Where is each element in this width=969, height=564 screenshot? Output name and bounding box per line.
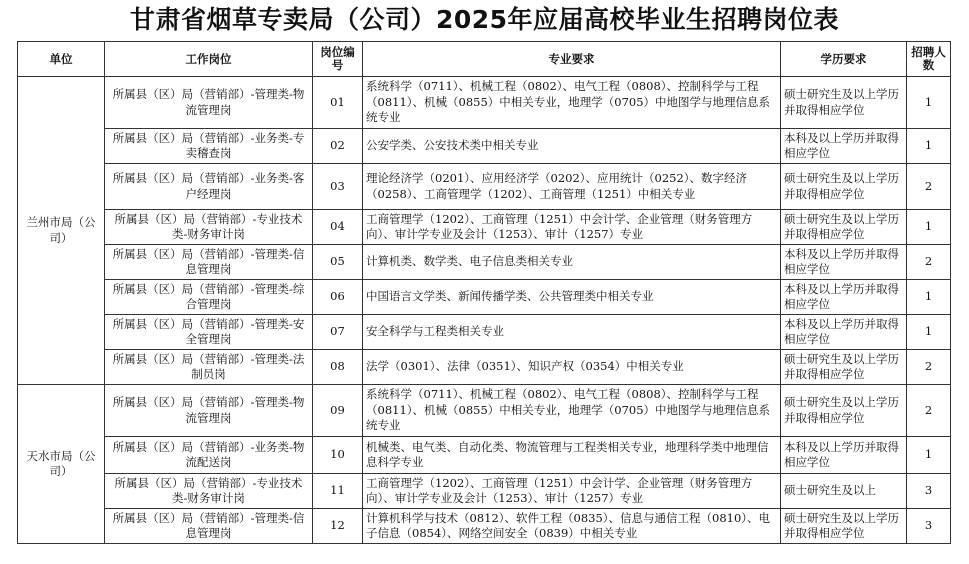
count-cell: 2 bbox=[907, 350, 951, 385]
table-row bbox=[18, 509, 951, 544]
position-cell: 所属县（区）局（营销部）-管理类-信息管理岗 bbox=[105, 245, 313, 280]
position-cell: 所属县（区）局（营销部）-业务类-客户经理岗 bbox=[105, 164, 313, 210]
code-cell: 09 bbox=[313, 385, 363, 437]
education-cell: 硕士研究生及以上学历并取得相应学位 bbox=[781, 385, 907, 437]
education-cell: 本科及以上学历并取得相应学位 bbox=[781, 280, 907, 315]
header-unit: 单位 bbox=[18, 42, 105, 77]
unit-cell-tianshui: 天水市局（公司） bbox=[18, 385, 105, 544]
major-cell: 工商管理学（1202）、工商管理（1251）中会计学、企业管理（财务管理方向）、审计学专业及会计（1253）、审计（1257）专业 bbox=[363, 210, 781, 245]
education-cell: 硕士研究生及以上学历并取得相应学位 bbox=[781, 350, 907, 385]
header-row bbox=[18, 42, 951, 77]
position-cell: 所属县（区）局（营销部）-管理类-物流管理岗 bbox=[105, 77, 313, 129]
table-row bbox=[18, 280, 951, 315]
position-cell: 所属县（区）局（营销部）-管理类-安全管理岗 bbox=[105, 315, 313, 350]
position-cell: 所属县（区）局（营销部）-业务类-物流配送岗 bbox=[105, 437, 313, 474]
count-cell: 1 bbox=[907, 280, 951, 315]
table-row bbox=[18, 77, 951, 129]
table-row bbox=[18, 474, 951, 509]
count-cell: 2 bbox=[907, 164, 951, 210]
code-cell: 03 bbox=[313, 164, 363, 210]
education-cell: 硕士研究生及以上学历并取得相应学位 bbox=[781, 509, 907, 544]
table-row bbox=[18, 210, 951, 245]
code-cell: 02 bbox=[313, 129, 363, 164]
code-cell: 05 bbox=[313, 245, 363, 280]
count-cell: 1 bbox=[907, 129, 951, 164]
header-count: 招聘人数 bbox=[907, 42, 951, 77]
major-cell: 安全科学与工程类相关专业 bbox=[363, 315, 781, 350]
table-row bbox=[18, 437, 951, 474]
code-cell: 07 bbox=[313, 315, 363, 350]
code-cell: 11 bbox=[313, 474, 363, 509]
header-position: 工作岗位 bbox=[105, 42, 313, 77]
header-education: 学历要求 bbox=[781, 42, 907, 77]
position-cell: 所属县（区）局（营销部）-管理类-法制员岗 bbox=[105, 350, 313, 385]
count-cell: 1 bbox=[907, 315, 951, 350]
recruitment-table bbox=[17, 41, 951, 544]
education-cell: 硕士研究生及以上 bbox=[781, 474, 907, 509]
table-row bbox=[18, 350, 951, 385]
header-major: 专业要求 bbox=[363, 42, 781, 77]
position-cell: 所属县（区）局（营销部）-专业技术类-财务审计岗 bbox=[105, 474, 313, 509]
count-cell: 3 bbox=[907, 474, 951, 509]
code-cell: 04 bbox=[313, 210, 363, 245]
table-row bbox=[18, 129, 951, 164]
count-cell: 2 bbox=[907, 245, 951, 280]
count-cell: 3 bbox=[907, 509, 951, 544]
position-cell: 所属县（区）局（营销部）-业务类-专卖稽查岗 bbox=[105, 129, 313, 164]
major-cell: 工商管理学（1202）、工商管理（1251）中会计学、企业管理（财务管理方向）、审计学专业及会计（1253）、审计（1257）专业 bbox=[363, 474, 781, 509]
code-cell: 08 bbox=[313, 350, 363, 385]
position-cell: 所属县（区）局（营销部）-管理类-信息管理岗 bbox=[105, 509, 313, 544]
major-cell: 中国语言文学类、新闻传播学类、公共管理类中相关专业 bbox=[363, 280, 781, 315]
major-cell: 计算机科学与技术（0812）、软件工程（0835）、信息与通信工程（0810）、电子信息（0854）、网络空间安全（0839）中相关专业 bbox=[363, 509, 781, 544]
position-cell: 所属县（区）局（营销部）-管理类-综合管理岗 bbox=[105, 280, 313, 315]
education-cell: 本科及以上学历并取得相应学位 bbox=[781, 437, 907, 474]
count-cell: 1 bbox=[907, 210, 951, 245]
code-cell: 10 bbox=[313, 437, 363, 474]
table-row bbox=[18, 385, 951, 437]
major-cell: 系统科学（0711）、机械工程（0802）、电气工程（0808）、控制科学与工程（0811）、机械（0855）中相关专业，地理学（0705）中地图学与地理信息系统专业 bbox=[363, 385, 781, 437]
position-cell: 所属县（区）局（营销部）-管理类-物流管理岗 bbox=[105, 385, 313, 437]
education-cell: 硕士研究生及以上学历并取得相应学位 bbox=[781, 210, 907, 245]
education-cell: 本科及以上学历并取得相应学位 bbox=[781, 129, 907, 164]
code-cell: 06 bbox=[313, 280, 363, 315]
major-cell: 法学（0301）、法律（0351）、知识产权（0354）中相关专业 bbox=[363, 350, 781, 385]
page-title: 甘肃省烟草专卖局（公司）2025年应届高校毕业生招聘岗位表 bbox=[129, 5, 840, 34]
major-cell: 理论经济学（0201）、应用经济学（0202）、应用统计（0252）、数字经济（0258）、工商管理学（1202）、工商管理（1251）中相关专业 bbox=[363, 164, 781, 210]
position-cell: 所属县（区）局（营销部）-专业技术类-财务审计岗 bbox=[105, 210, 313, 245]
code-cell: 01 bbox=[313, 77, 363, 129]
table-row bbox=[18, 245, 951, 280]
unit-cell-lanzhou: 兰州市局（公司） bbox=[18, 77, 105, 385]
code-cell: 12 bbox=[313, 509, 363, 544]
major-cell: 机械类、电气类、自动化类、物流管理与工程类相关专业，地理科学类中地理信息科学专业 bbox=[363, 437, 781, 474]
count-cell: 1 bbox=[907, 437, 951, 474]
education-cell: 硕士研究生及以上学历并取得相应学位 bbox=[781, 164, 907, 210]
count-cell: 2 bbox=[907, 385, 951, 437]
major-cell: 公安学类、公安技术类中相关专业 bbox=[363, 129, 781, 164]
education-cell: 硕士研究生及以上学历并取得相应学位 bbox=[781, 77, 907, 129]
major-cell: 系统科学（0711）、机械工程（0802）、电气工程（0808）、控制科学与工程（0811）、机械（0855）中相关专业，地理学（0705）中地图学与地理信息系统专业 bbox=[363, 77, 781, 129]
table-row bbox=[18, 164, 951, 210]
header-code: 岗位编号 bbox=[313, 42, 363, 77]
major-cell: 计算机类、数学类、电子信息类相关专业 bbox=[363, 245, 781, 280]
count-cell: 1 bbox=[907, 77, 951, 129]
education-cell: 本科及以上学历并取得相应学位 bbox=[781, 315, 907, 350]
table-row bbox=[18, 315, 951, 350]
education-cell: 本科及以上学历并取得相应学位 bbox=[781, 245, 907, 280]
